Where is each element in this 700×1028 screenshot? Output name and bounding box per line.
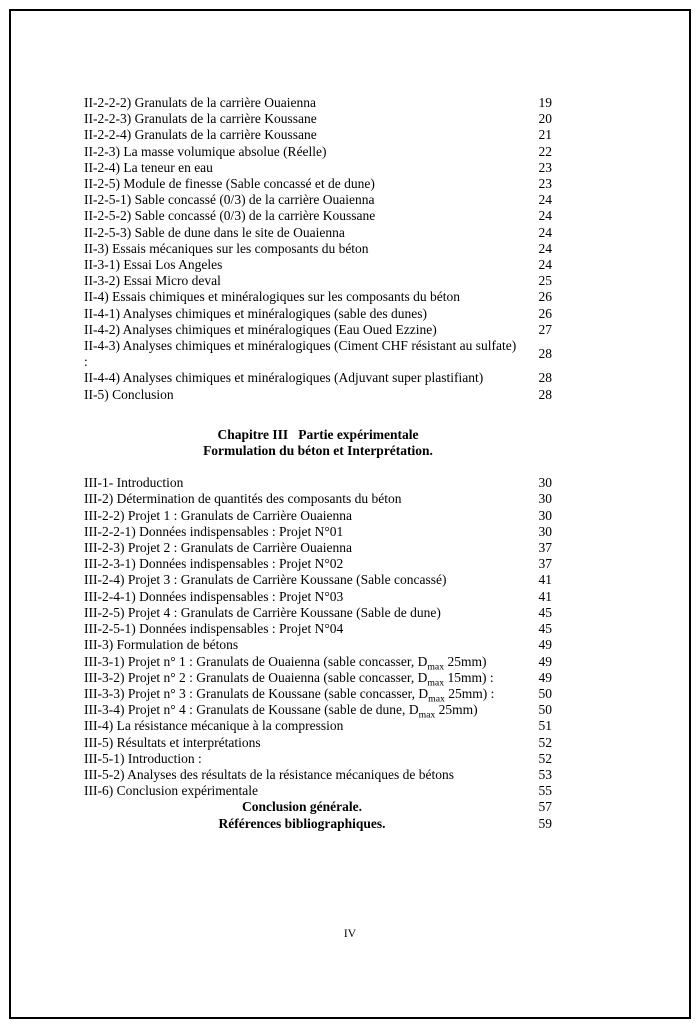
- toc-entry-label: II-4-4) Analyses chimiques et minéralogiques (Adjuvant super plastifiant): [84, 370, 484, 386]
- table-of-contents: [84, 95, 552, 832]
- chapter-heading-line: Formulation du béton et Interprétation.: [203, 443, 433, 459]
- toc-entry-page: 51: [538, 718, 552, 734]
- toc-row: [84, 338, 552, 370]
- toc-row: [84, 637, 552, 653]
- toc-entry-label: II-2-3) La masse volumique absolue (Réelle): [84, 143, 327, 159]
- subscript-max: max: [428, 693, 445, 705]
- toc-entry-page: 24: [538, 192, 552, 208]
- toc-entry-label: II-2-2-3) Granulats de la carrière Koussane: [84, 111, 317, 127]
- toc-entry-label: II-2-5-3) Sable de dune dans le site de Ouaienna: [84, 224, 345, 240]
- toc-row: [84, 669, 552, 689]
- toc-row: [84, 208, 552, 224]
- toc-row: [84, 387, 552, 403]
- toc-row: [84, 799, 552, 815]
- page-number: IV: [343, 928, 357, 940]
- toc-entry-label: II-2-2-2) Granulats de la carrière Ouaienna: [84, 95, 316, 110]
- toc-row: [84, 556, 552, 572]
- toc-entry-page: 30: [538, 491, 552, 507]
- toc-row: [84, 767, 552, 783]
- toc-entry-label: II-2-2-4) Granulats de la carrière Koussane: [84, 127, 317, 143]
- toc-row: [84, 783, 552, 799]
- toc-row: [84, 605, 552, 621]
- toc-entry-label: II-4) Essais chimiques et minéralogiques sur les composants du béton: [84, 289, 461, 305]
- toc-entry-page: 53: [538, 766, 552, 782]
- toc-row: [84, 289, 552, 305]
- toc-entry-page: 41: [538, 588, 552, 604]
- toc-entry-label: III-5) Résultats et interprétations: [84, 734, 261, 750]
- toc-row: [84, 735, 552, 751]
- toc-row: [84, 322, 552, 338]
- toc-entry-label: III-2-2-1) Données indispensables : Projet N°01: [84, 523, 344, 539]
- toc-entry-label: III-3-1) Projet n° 1 : Granulats de Ouaienna (sable concasser, $D_{max}$ 25mm): [84, 653, 487, 673]
- toc-entry-page: 23: [538, 159, 552, 175]
- toc-row: [84, 160, 552, 176]
- toc-entry-label: III-2-3) Projet 2 : Granulats de Carrière Ouaienna: [84, 540, 353, 556]
- toc-entry-page: 37: [538, 540, 552, 556]
- toc-entry-label: II-4-2) Analyses chimiques et minéralogiques (Eau Oued Ezzine): [84, 321, 437, 337]
- toc-entry-label: III-2-5) Projet 4 : Granulats de Carrière Koussane (Sable de dune): [84, 604, 441, 620]
- toc-row: [84, 718, 552, 734]
- toc-row: [84, 524, 552, 540]
- toc-row: [84, 176, 552, 192]
- toc-entry-label: II-2-4) La teneur en eau: [84, 159, 213, 175]
- toc-row: [84, 621, 552, 637]
- toc-row: [84, 475, 552, 491]
- toc-entry-page: 41: [538, 572, 552, 588]
- toc-row: [84, 751, 552, 767]
- toc-entry-label: II-3-1) Essai Los Angeles: [84, 257, 223, 273]
- toc-entry-label: III-6) Conclusion expérimentale: [84, 783, 258, 799]
- toc-row: [84, 111, 552, 127]
- toc-entry-page: 55: [538, 783, 552, 799]
- toc-entry-page: 26: [538, 289, 552, 305]
- toc-entry-page: 24: [538, 240, 552, 256]
- toc-row: [84, 702, 552, 721]
- toc-entry-page: 19: [538, 95, 552, 110]
- toc-entry-page: 57: [538, 799, 552, 815]
- toc-row: [84, 144, 552, 160]
- toc-row: [84, 257, 552, 273]
- toc-entry-page: 24: [538, 208, 552, 224]
- toc-entry-page: 52: [538, 734, 552, 750]
- toc-entry-label: III-3) Formulation de bétons: [84, 637, 239, 653]
- toc-entry-page: 45: [538, 604, 552, 620]
- toc-entry-label: II-5) Conclusion: [84, 386, 174, 402]
- toc-entry-label: III-2-4) Projet 3 : Granulats de Carrière Koussane (Sable concassé): [84, 572, 447, 588]
- toc-entry-page: 20: [538, 111, 552, 127]
- toc-row: [84, 95, 552, 111]
- toc-entry-page: 45: [538, 621, 552, 637]
- toc-entry-page: 23: [538, 176, 552, 192]
- toc-entry-label: III-5-2) Analyses des résultats de la résistance mécaniques de bétons: [84, 766, 454, 782]
- toc-row: [84, 225, 552, 241]
- chapter-heading: [84, 427, 552, 459]
- toc-entry-label: II-2-5-2) Sable concassé (0/3) de la carrière Koussane: [84, 208, 376, 224]
- toc-entry-page: 52: [538, 750, 552, 766]
- toc-row: [84, 127, 552, 143]
- toc-entry-label: III-2) Détermination de quantités des composants du béton: [84, 491, 402, 507]
- toc-row: [84, 572, 552, 588]
- toc-row: [84, 653, 552, 673]
- toc-entry-label: II-4-3) Analyses chimiques et minéralogiques (Ciment CHF résistant au sulfate) :: [84, 338, 517, 370]
- toc-entry-page: 30: [538, 507, 552, 523]
- toc-entry-label: III-1- Introduction: [84, 475, 184, 491]
- toc-entry-page: 28: [538, 346, 552, 362]
- subscript-max: max: [427, 677, 445, 689]
- chapter-heading-line: Chapitre III Partie expérimentale: [217, 426, 419, 442]
- toc-entry-label: III-5-1) Introduction :: [84, 750, 202, 766]
- toc-entry-page: 24: [538, 257, 552, 273]
- toc-entry-page: 49: [538, 669, 552, 685]
- toc-row: [84, 192, 552, 208]
- toc-entry-label: III-4) La résistance mécanique à la compression: [84, 718, 344, 734]
- toc-entry-page: 24: [538, 224, 552, 240]
- toc-entry-label: III-2-2) Projet 1 : Granulats de Carrière Ouaienna: [84, 507, 353, 523]
- toc-entry-page: 28: [538, 370, 552, 386]
- toc-row: [84, 491, 552, 507]
- toc-row: [84, 589, 552, 605]
- toc-entry-page: 49: [538, 653, 552, 669]
- toc-entry-page: 59: [538, 815, 552, 831]
- toc-row: [84, 685, 552, 705]
- toc-entry-page: 28: [538, 386, 552, 402]
- toc-entry-label: Conclusion générale.: [242, 799, 362, 815]
- toc-entry-page: 30: [538, 475, 552, 491]
- toc-entry-page: 22: [538, 143, 552, 159]
- toc-row: [84, 241, 552, 257]
- toc-entry-page: 26: [538, 305, 552, 321]
- toc-entry-page: 50: [538, 702, 552, 718]
- toc-row: [84, 816, 552, 832]
- subscript-max: max: [418, 709, 436, 721]
- toc-entry-label: II-4-1) Analyses chimiques et minéralogiques (sable des dunes): [84, 305, 428, 321]
- toc-row: [84, 306, 552, 322]
- toc-entry-label: Références bibliographiques.: [218, 815, 386, 831]
- toc-entry-page: 27: [538, 321, 552, 337]
- toc-entry-label: II-2-5) Module de finesse (Sable concassé et de dune): [84, 176, 375, 192]
- subscript-max: max: [427, 661, 445, 673]
- toc-entry-label: III-2-5-1) Données indispensables : Projet N°04: [84, 621, 344, 637]
- toc-entry-label: III-3-4) Projet n° 4 : Granulats de Koussane (sable de dune, $D_{max}$ 25mm): [84, 702, 478, 721]
- toc-row: [84, 508, 552, 524]
- toc-entry-page: 21: [538, 127, 552, 143]
- toc-row: [84, 370, 552, 386]
- toc-entry-page: 50: [538, 685, 552, 701]
- toc-entry-label: II-3) Essais mécaniques sur les composants du béton: [84, 240, 369, 256]
- toc-entry-label: III-2-3-1) Données indispensables : Projet N°02: [84, 556, 344, 572]
- toc-entry-label: III-2-4-1) Données indispensables : Projet N°03: [84, 588, 344, 604]
- toc-entry-label: III-3-3) Projet n° 3 : Granulats de Koussane (sable concasser, $D_{max}$ 25mm) :: [84, 685, 495, 705]
- toc-entry-label: II-3-2) Essai Micro deval: [84, 273, 221, 289]
- toc-entry-page: 49: [538, 637, 552, 653]
- toc-row: [84, 540, 552, 556]
- toc-entry-page: 37: [538, 556, 552, 572]
- toc-entry-label: III-3-2) Projet n° 2 : Granulats de Ouaienna (sable concasser, $D_{max}$ 15mm) :: [84, 669, 494, 689]
- toc-entry-page: 25: [538, 273, 552, 289]
- toc-entry-label: II-2-5-1) Sable concassé (0/3) de la carrière Ouaienna: [84, 192, 375, 208]
- toc-row: [84, 273, 552, 289]
- toc-entry-page: 30: [538, 523, 552, 539]
